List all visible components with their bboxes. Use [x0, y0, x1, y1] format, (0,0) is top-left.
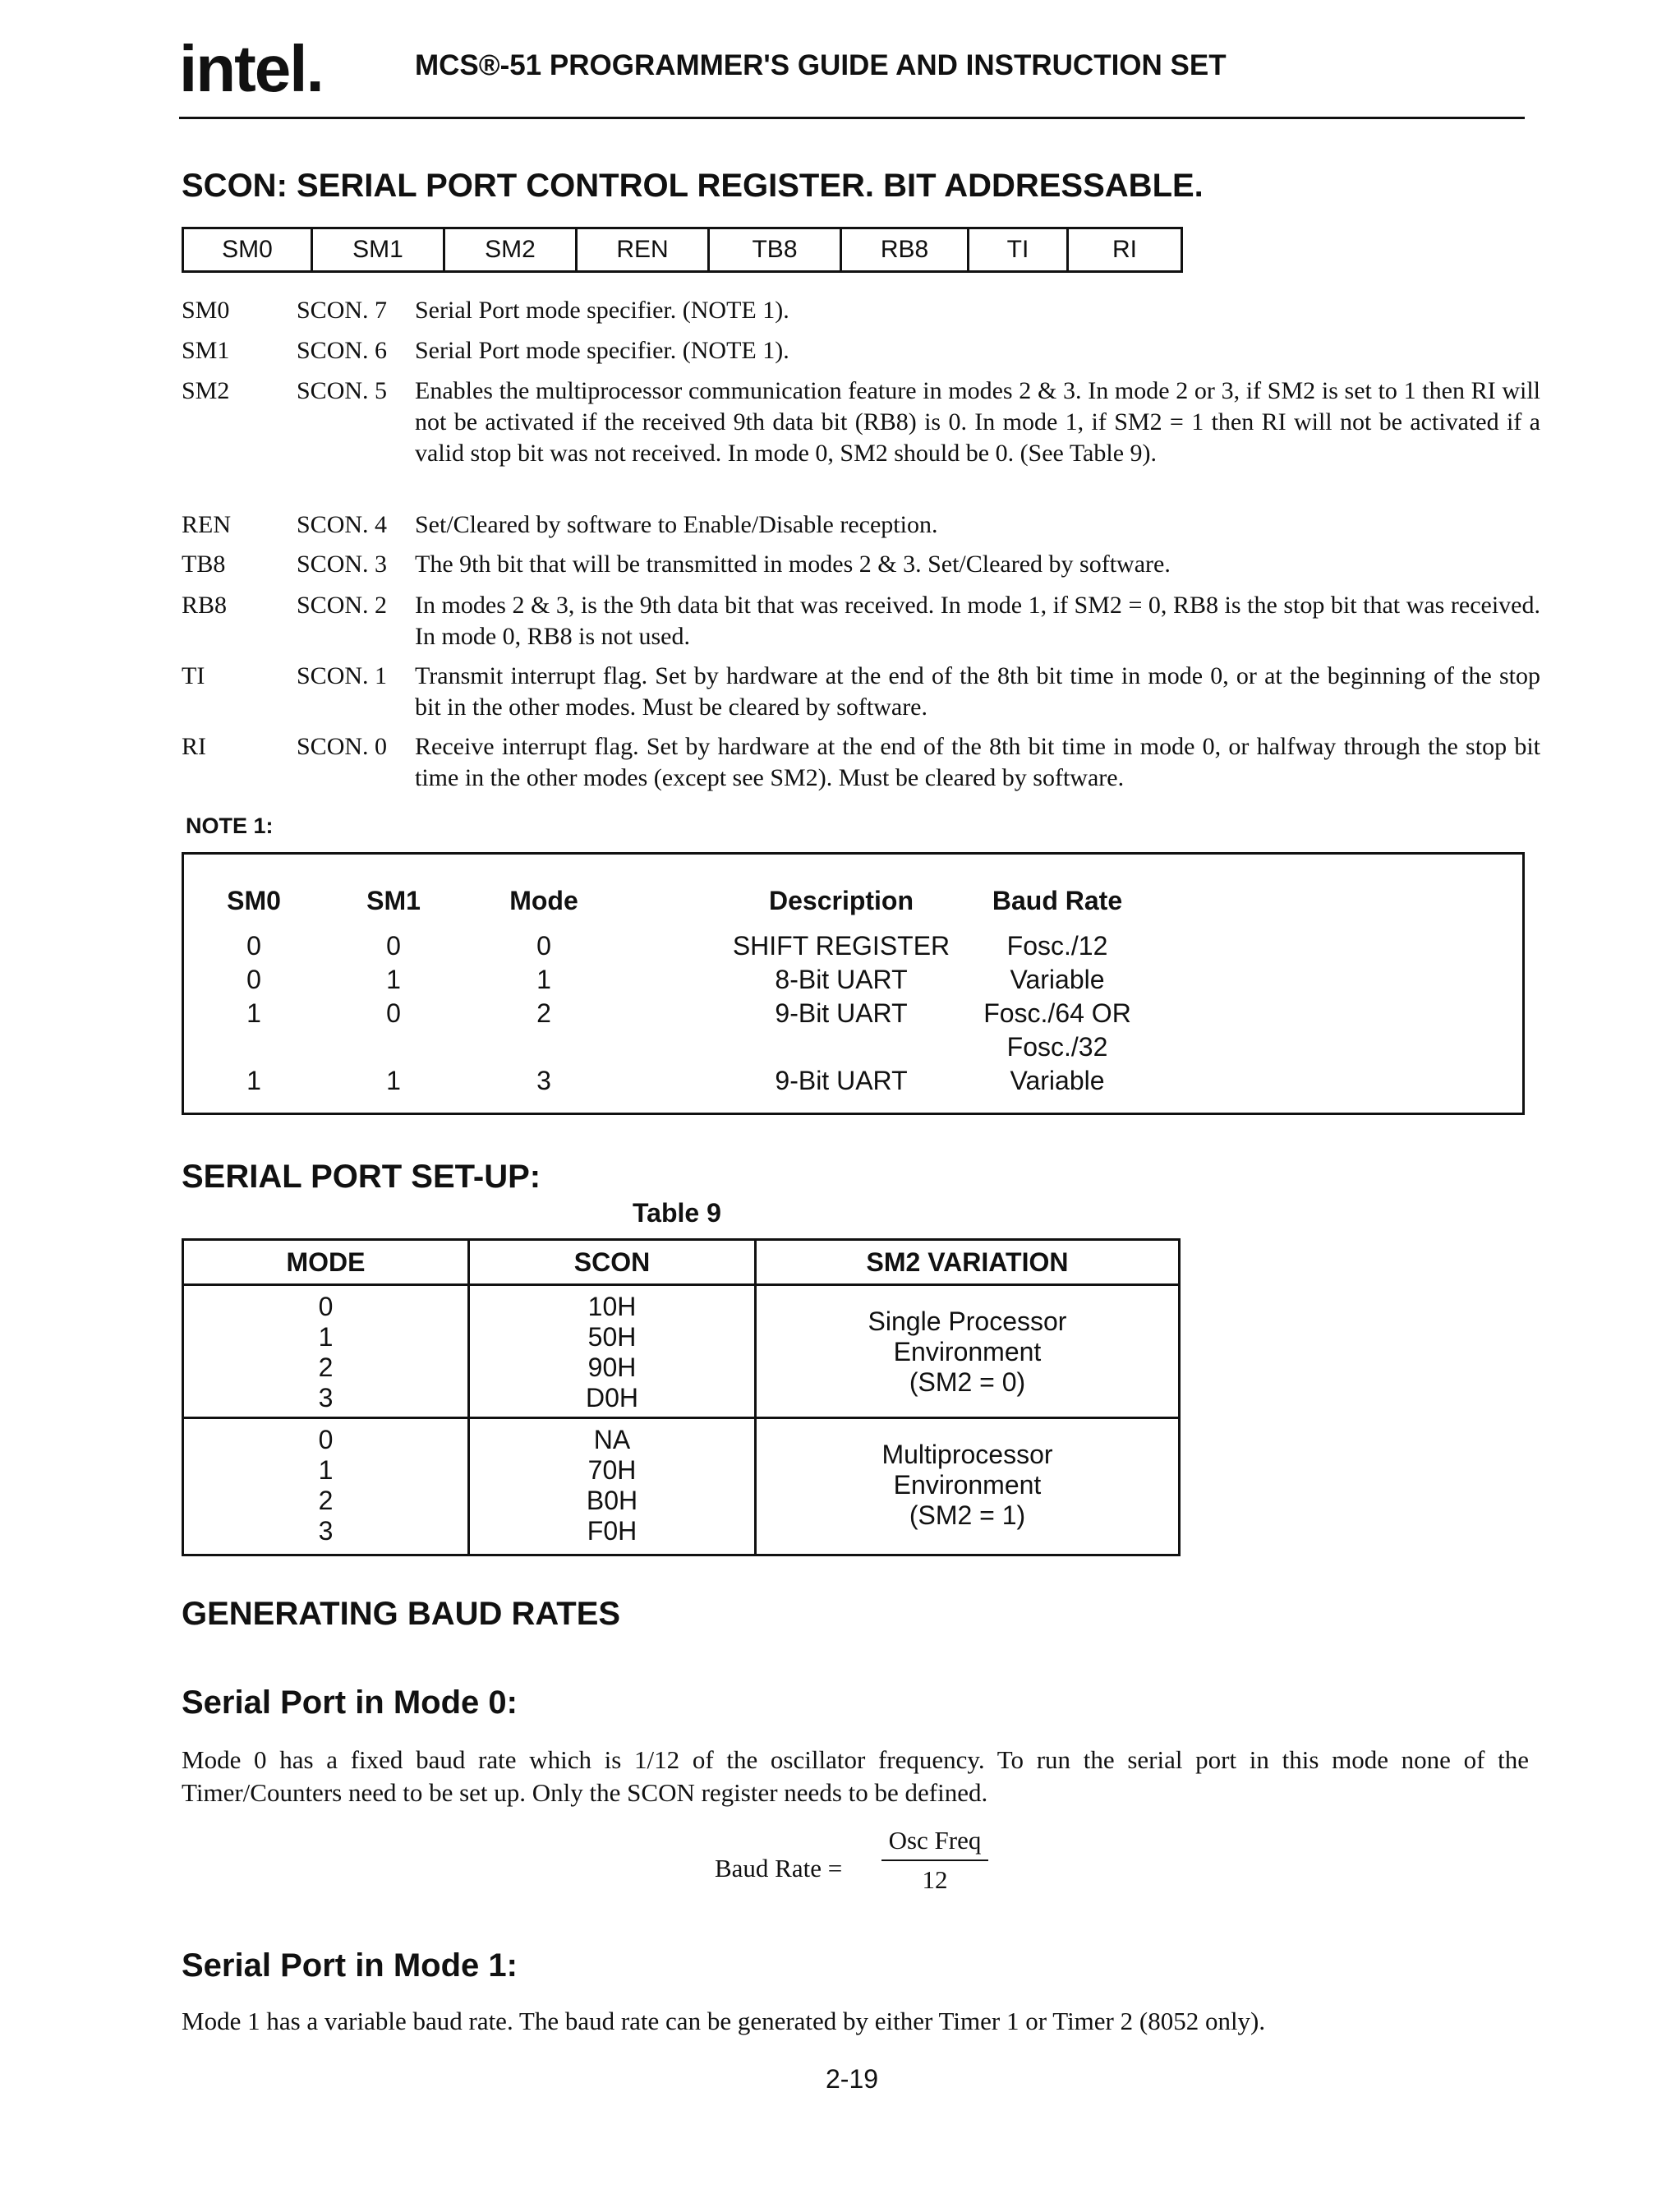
document-title: MCS®-51 PROGRAMMER'S GUIDE AND INSTRUCTION SET	[415, 49, 1227, 81]
mode-table-header: SM1	[366, 886, 421, 915]
mode-table-cell: 9-Bit UART	[775, 998, 908, 1028]
table9-variation: (SM2 = 0)	[909, 1367, 1026, 1397]
table9-header: SCON	[573, 1247, 651, 1277]
bit-name: SM1	[182, 337, 230, 364]
bit-text: Transmit interrupt flag. Set by hardware at the end of the 8th bit time in mode 0, or at the beginning of the stop bit in the other modes. Must be cleared by software.	[415, 662, 1540, 721]
table9-variation: Environment	[893, 1337, 1042, 1366]
table9-mode: 2	[318, 1486, 334, 1515]
bit-text: Receive interrupt flag. Set by hardware at the end of the 8th bit time in mode 0, or halfway through the stop bit time in the other modes (except see SM2). Must be cleared by software.	[415, 733, 1540, 791]
bit-name: SM0	[182, 297, 230, 324]
mode-table-cell: 0	[386, 931, 401, 961]
bit-name: REN	[182, 511, 231, 538]
table9-mode: 3	[318, 1516, 334, 1546]
intel-logo: intel.	[179, 32, 323, 105]
table9-variation: (SM2 = 1)	[909, 1500, 1026, 1530]
bit-cell-ri: RI	[1112, 236, 1137, 263]
bit-text: Serial Port mode specifier. (NOTE 1).	[415, 337, 789, 364]
table9-variation: Multiprocessor	[881, 1440, 1053, 1469]
bit-cell-ti: TI	[969, 229, 1069, 270]
mode1-paragraph: Mode 1 has a variable baud rate. The baud rate can be generated by either Timer 1 or Timer 2 (8052 only).	[182, 2007, 1266, 2035]
bit-position: SCON. 5	[297, 377, 388, 404]
bit-cell-sm2: SM2	[445, 229, 578, 270]
bit-text: The 9th bit that will be transmitted in modes 2 & 3. Set/Cleared by software.	[415, 551, 1171, 578]
mode-table-cell: 2	[536, 998, 551, 1028]
table9-mode: 2	[318, 1353, 334, 1382]
table9-scon: 10H	[587, 1292, 637, 1321]
bit-cell-tb8: TB8	[710, 229, 842, 270]
bit-position: SCON. 1	[297, 662, 388, 689]
mode-table-header: Mode	[509, 886, 578, 915]
mode0-heading: Serial Port in Mode 0:	[182, 1684, 518, 1721]
mode-table-cell: 0	[246, 965, 261, 994]
table9-mode: 3	[318, 1383, 334, 1412]
bit-position: SCON. 0	[297, 733, 388, 760]
bit-text: Serial Port mode specifier. (NOTE 1).	[415, 297, 789, 324]
table9-mode: 0	[318, 1425, 334, 1454]
table9-mode: 0	[318, 1292, 334, 1321]
mode-table-header: Baud Rate	[992, 886, 1123, 915]
mode-table-cell: 0	[536, 931, 551, 961]
scon-heading: SCON: SERIAL PORT CONTROL REGISTER. BIT ADDRESSABLE.	[182, 168, 1204, 204]
bit-name: TB8	[182, 551, 226, 578]
table9-caption: Table 9	[633, 1198, 721, 1228]
scon-bit-table	[182, 227, 1183, 273]
page-number: 2-19	[826, 2064, 879, 2094]
table9-header-rule	[184, 1283, 1178, 1286]
mode-table-cell: 1	[246, 1066, 261, 1095]
table9-scon: NA	[593, 1425, 631, 1454]
note-label: NOTE 1:	[186, 813, 274, 838]
table9-header: SM2 VARIATION	[866, 1247, 1069, 1277]
mode-table-cell: 1	[536, 965, 551, 994]
setup-heading: SERIAL PORT SET-UP:	[182, 1159, 541, 1195]
bit-cell-ren: REN	[578, 229, 710, 270]
mode-table-cell: 3	[536, 1066, 551, 1095]
mode-table-header: Description	[768, 886, 914, 915]
header-rule	[179, 117, 1525, 119]
mode-table-cell: Variable	[1010, 965, 1105, 994]
bit-position: SCON. 6	[297, 337, 388, 364]
bit-cell-sm0: SM0	[184, 229, 313, 270]
mode-table-cell: 1	[246, 998, 261, 1028]
table9-scon: 70H	[587, 1455, 637, 1485]
bit-position: SCON. 2	[297, 592, 388, 619]
bit-text: Set/Cleared by software to Enable/Disable reception.	[415, 511, 938, 538]
mode-table-cell: 9-Bit UART	[775, 1066, 908, 1095]
mode-table-cell: Variable	[1010, 1066, 1105, 1095]
table9-header: MODE	[286, 1247, 366, 1277]
bit-cell-rb8: RB8	[842, 229, 969, 270]
mode-table-cell: Fosc./12	[1006, 931, 1108, 961]
bit-text: In modes 2 & 3, is the 9th data bit that was received. In mode 1, if SM2 = 0, RB8 is the stop bit that was received. In mode 0, RB8 is not used.	[415, 592, 1540, 650]
table9-scon: D0H	[585, 1383, 638, 1412]
table-9	[182, 1238, 1181, 1556]
table9-variation: Single Processor	[868, 1306, 1067, 1336]
fraction-bar	[881, 1859, 988, 1861]
table9-variation: Environment	[893, 1470, 1042, 1500]
table9-scon: 90H	[587, 1353, 637, 1382]
bit-name: SM2	[182, 377, 230, 404]
mode-table-cell: Fosc./32	[1006, 1032, 1108, 1062]
bit-name: RB8	[182, 592, 228, 619]
bit-position: SCON. 7	[297, 297, 388, 324]
formula-fraction	[881, 1824, 988, 1896]
formula-denominator: 12	[922, 1865, 948, 1894]
mode-table-cell: 8-Bit UART	[775, 965, 908, 994]
mode-table-cell: 0	[386, 998, 401, 1028]
mode1-heading: Serial Port in Mode 1:	[182, 1947, 518, 1984]
table9-scon: B0H	[586, 1486, 638, 1515]
bit-cell-sm1: SM1	[313, 229, 445, 270]
formula-lhs: Baud Rate =	[715, 1854, 843, 1883]
mode-table-cell: 1	[386, 1066, 401, 1095]
formula-numerator: Osc Freq	[888, 1826, 982, 1855]
bit-position: SCON. 4	[297, 511, 388, 538]
bit-text: Enables the multiprocessor communication feature in modes 2 & 3. In mode 2 or 3, if SM2 is set to 1 then RI will not be activated if the received 9th data bit (RB8) is 0. In mode 1, if SM2 = 1 then RI will not be activated if a valid stop bit was not received. In mode 0, SM2 should be 0. (See Table 9).	[415, 377, 1540, 467]
bit-name: RI	[182, 733, 206, 760]
bit-position: SCON. 3	[297, 551, 388, 578]
table9-mode: 1	[318, 1322, 334, 1352]
table9-scon: F0H	[587, 1516, 637, 1546]
mode0-paragraph: Mode 0 has a fixed baud rate which is 1/12 of the oscillator frequency. To run the serial port in this mode none of the Timer/Counters need to be set up. Only the SCON register needs to be defined.	[182, 1745, 1529, 1807]
mode-table	[182, 852, 1525, 1115]
table9-mode: 1	[318, 1455, 334, 1485]
mode-table-cell: 0	[246, 931, 261, 961]
table9-group-rule	[184, 1417, 1178, 1419]
mode-table-header: SM0	[227, 886, 281, 915]
baud-heading: GENERATING BAUD RATES	[182, 1596, 621, 1632]
mode-table-cell: SHIFT REGISTER	[732, 931, 950, 961]
mode-table-cell: 1	[386, 965, 401, 994]
bit-name: TI	[182, 662, 205, 689]
table9-scon: 50H	[587, 1322, 637, 1352]
mode-table-cell: Fosc./64 OR	[983, 998, 1131, 1028]
